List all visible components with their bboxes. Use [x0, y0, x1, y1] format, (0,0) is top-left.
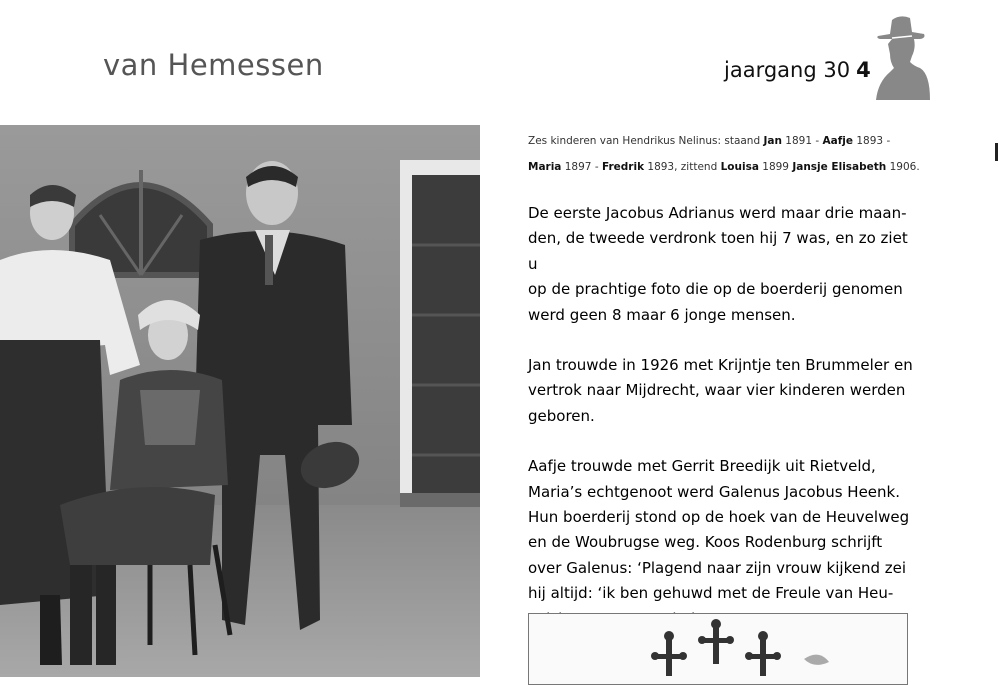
caption-child-year: 1897 — [564, 161, 592, 173]
caption-separator: - — [815, 135, 820, 147]
caption-separator: - — [594, 161, 599, 173]
photo-caption — [528, 128, 928, 180]
caption-child-name: Aafje — [822, 135, 854, 147]
caption-child-name: Louisa — [720, 161, 759, 173]
caption-child-name: Fredrik — [601, 161, 645, 173]
page-number: 4 — [856, 58, 871, 82]
caption-child-name: Jan — [763, 135, 782, 147]
man-with-hat-silhouette-icon — [868, 12, 932, 100]
article-paragraph: Jan trouwde in 1926 met Krijntje ten Brummeler en vertrok naar Mijdrecht, waar vier kinderen werden geboren. — [528, 356, 913, 425]
family-portrait-photo — [0, 125, 480, 677]
article-paragraph: Aafje trouwde met Gerrit Breedijk uit Rietveld, Maria’s echtgenoot werd Galenus Jacobus Heenk. Hun boerderij stond op de hoek van de Heuvelweg en de Woubrugse weg. Koos Rodenburg schrijft over Galenus: ‘Plagend naar zijn vrouw kijkend zei hij altijd: ‘ik ben gehuwd met de Freule van Heu- — [528, 457, 910, 603]
caption-seated-label: zittend — [680, 161, 718, 173]
caption-child-name: Jansje Elisabeth — [792, 161, 887, 173]
issue-info — [724, 58, 871, 82]
caption-child-year: 1893, — [647, 161, 678, 173]
issue-label: jaargang 30 — [724, 58, 851, 82]
caption-child-year: 1906. — [889, 161, 920, 173]
caption-child-year: 1899 — [762, 161, 789, 173]
coat-of-arms-crosses-image — [528, 613, 908, 685]
article-body — [528, 201, 920, 657]
page-edge-mark — [995, 143, 998, 161]
caption-intro: Zes kinderen van Hendrikus Nelinus: staand — [528, 135, 761, 147]
caption-separator: - — [886, 135, 891, 147]
caption-child-year: 1893 — [856, 135, 884, 147]
publication-title: van Hemessen — [103, 48, 324, 82]
caption-child-name: Maria — [528, 161, 562, 173]
article-paragraph: De eerste Jacobus Adrianus werd maar drie maan- den, de tweede verdronk toen hij 7 was, en zo ziet u op de prachtige foto die op de boerderij genomen werd geen 8 maar 6 jonge mensen. — [528, 204, 908, 324]
caption-child-year: 1891 — [785, 135, 813, 147]
